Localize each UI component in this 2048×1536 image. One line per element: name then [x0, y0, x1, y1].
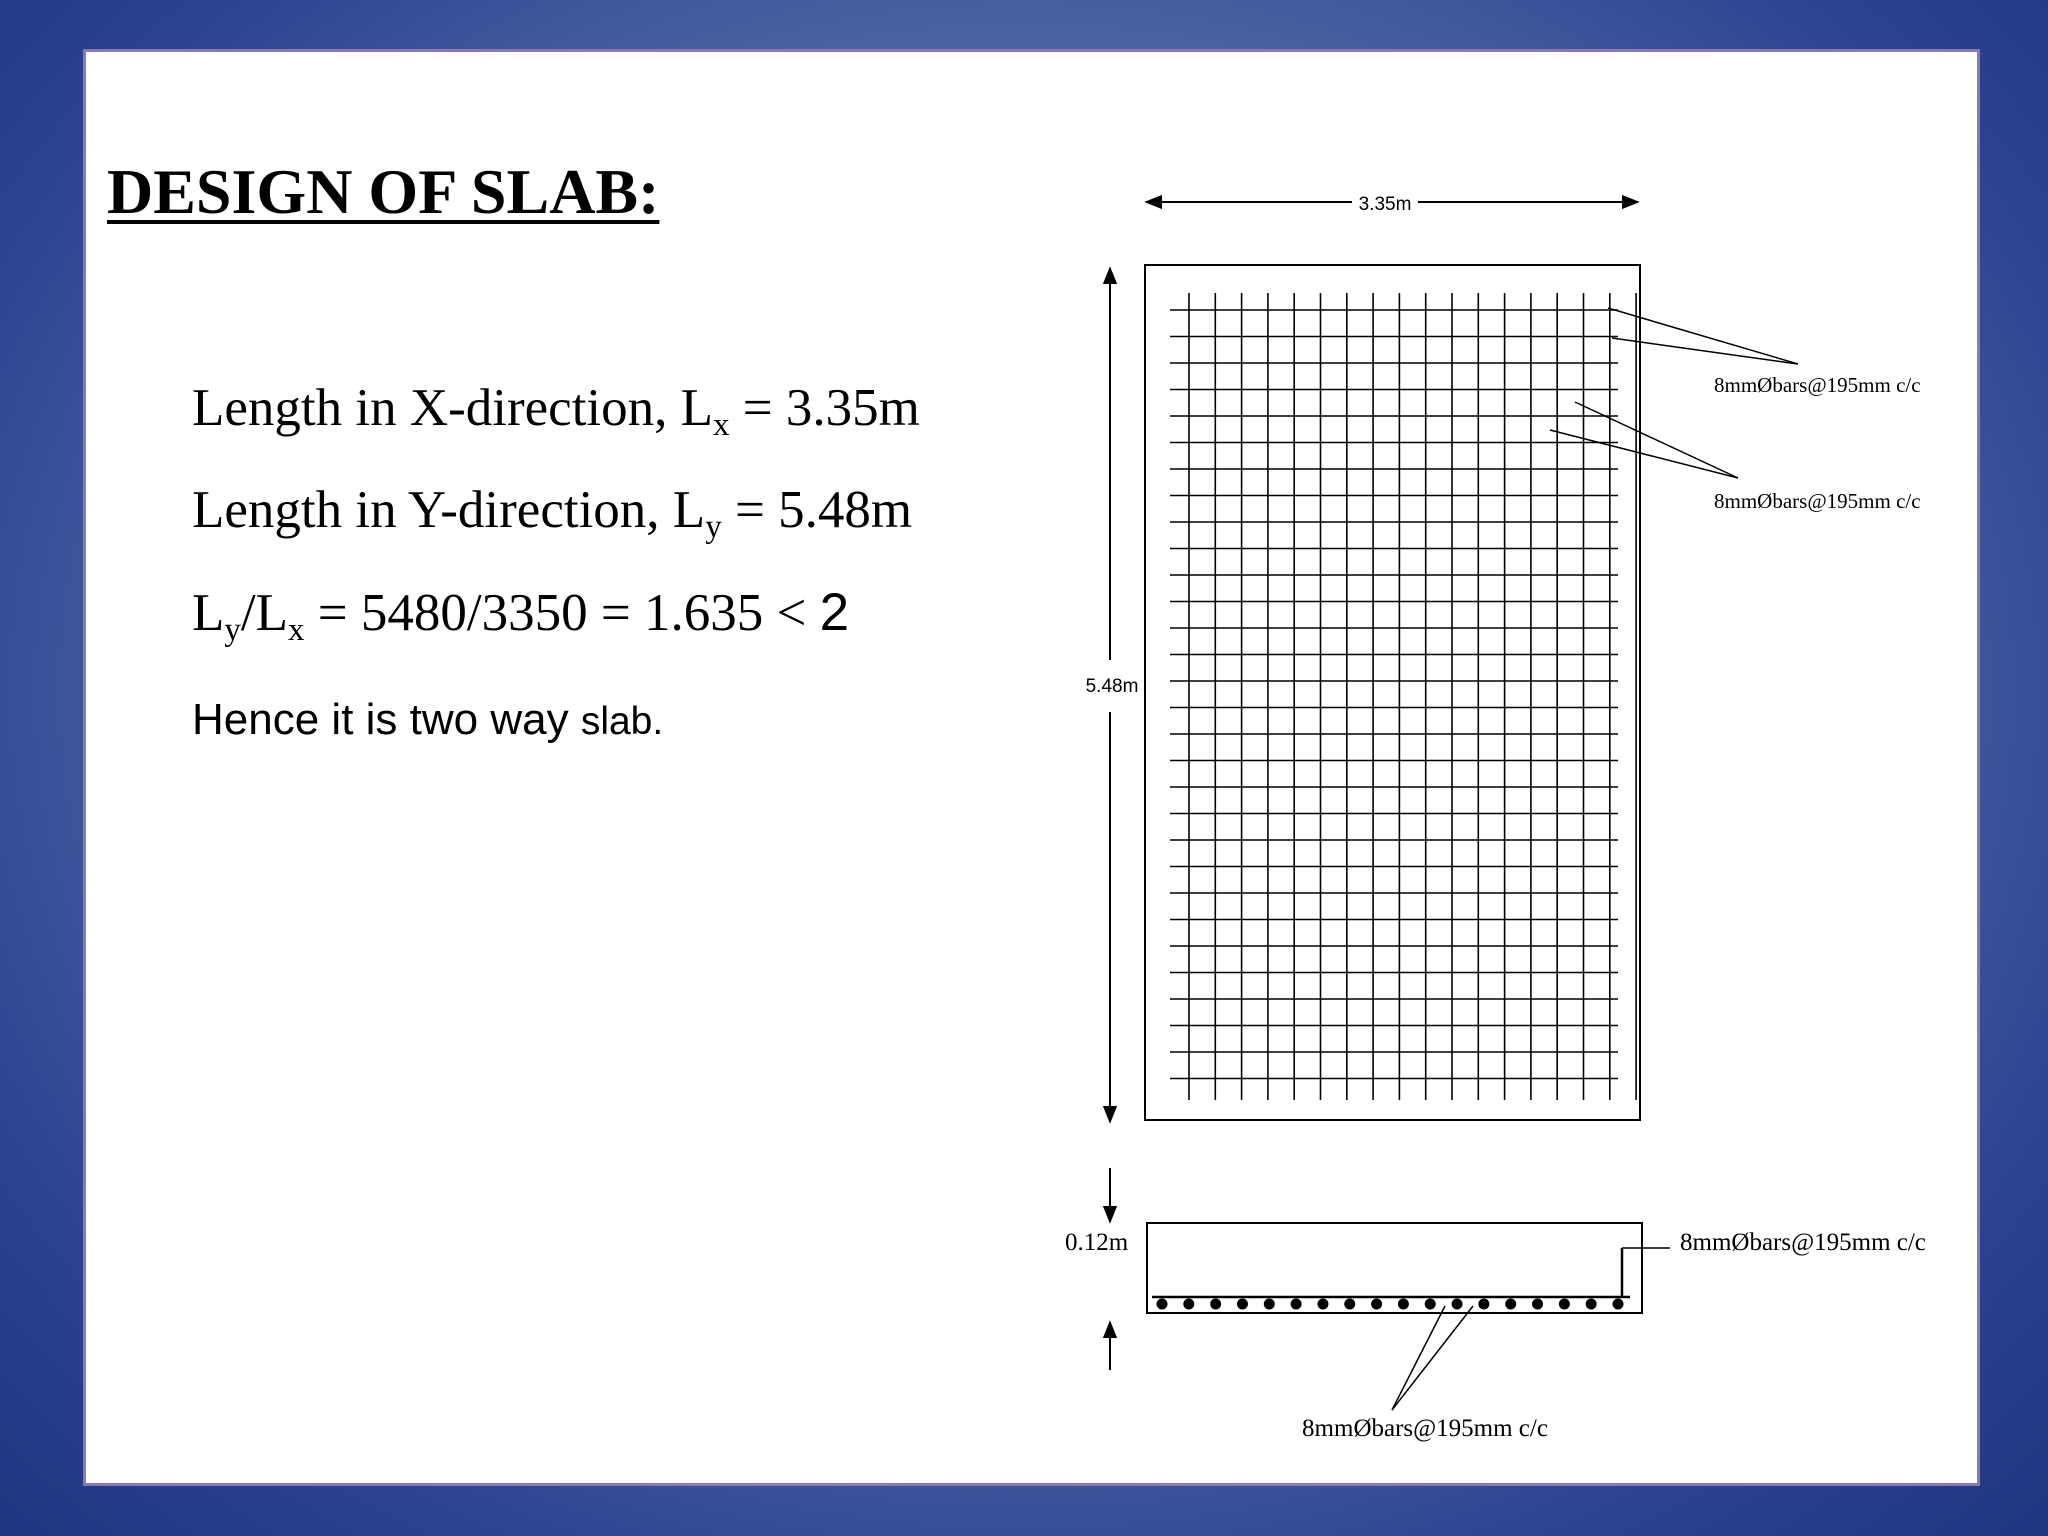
section-callout-leader-a	[1392, 1306, 1445, 1410]
section-bar-dot	[1183, 1299, 1194, 1310]
section-bar-dot	[1317, 1299, 1328, 1310]
section-bar-dot	[1291, 1299, 1302, 1310]
section-callout-right: 8mmØbars@195mm c/c	[1680, 1229, 1926, 1256]
section-bar-dot	[1532, 1299, 1543, 1310]
section-callout-bottom: 8mmØbars@195mm c/c	[1302, 1415, 1548, 1442]
section-bar-dot	[1613, 1299, 1624, 1310]
length-y-line: Length in Y-direction, $L_y = 5.48m$	[192, 481, 913, 545]
section-bar-dot	[1478, 1299, 1489, 1310]
section-bar-dot	[1398, 1299, 1409, 1310]
section-bar-dot	[1559, 1299, 1570, 1310]
slide-title: DESIGN OF SLAB:	[107, 156, 660, 227]
ratio-line: $L_y/L_x = 5480/3350 = 1.635 < 2$	[192, 583, 850, 648]
width-dimension-label: 3.35m	[1358, 194, 1412, 215]
section-bar-dot	[1344, 1299, 1355, 1310]
plan-callout-top: 8mmØbars@195mm c/c	[1714, 373, 1921, 397]
section-bar-dot	[1210, 1299, 1221, 1310]
section-bar-dot	[1505, 1299, 1516, 1310]
callout-leader-2b	[1550, 430, 1738, 478]
section-bar-dot	[1425, 1299, 1436, 1310]
section-bar-dot	[1452, 1299, 1463, 1310]
slab-plan-outline	[1145, 265, 1640, 1120]
plan-callout-second: 8mmØbars@195mm c/c	[1714, 489, 1921, 513]
section-bar-dot	[1371, 1299, 1382, 1310]
section-bar-dots	[1157, 1299, 1624, 1310]
length-x-line: Length in X-direction, $L_x = 3.35m$	[192, 379, 920, 443]
reinforcement-grid	[1170, 293, 1636, 1100]
slab-section-outline	[1147, 1223, 1642, 1313]
callout-leader-2a	[1575, 402, 1738, 478]
depth-label: 0.12m	[1065, 1229, 1129, 1256]
section-bar-dot	[1264, 1299, 1275, 1310]
section-bar-dot	[1237, 1299, 1248, 1310]
section-bar-dot	[1586, 1299, 1597, 1310]
length-dimension-label: 5.48m	[1085, 676, 1139, 697]
section-bar-dot	[1157, 1299, 1168, 1310]
section-callout-leader-b	[1392, 1306, 1473, 1410]
conclusion-line: Hence it is two way slab.	[192, 695, 664, 744]
